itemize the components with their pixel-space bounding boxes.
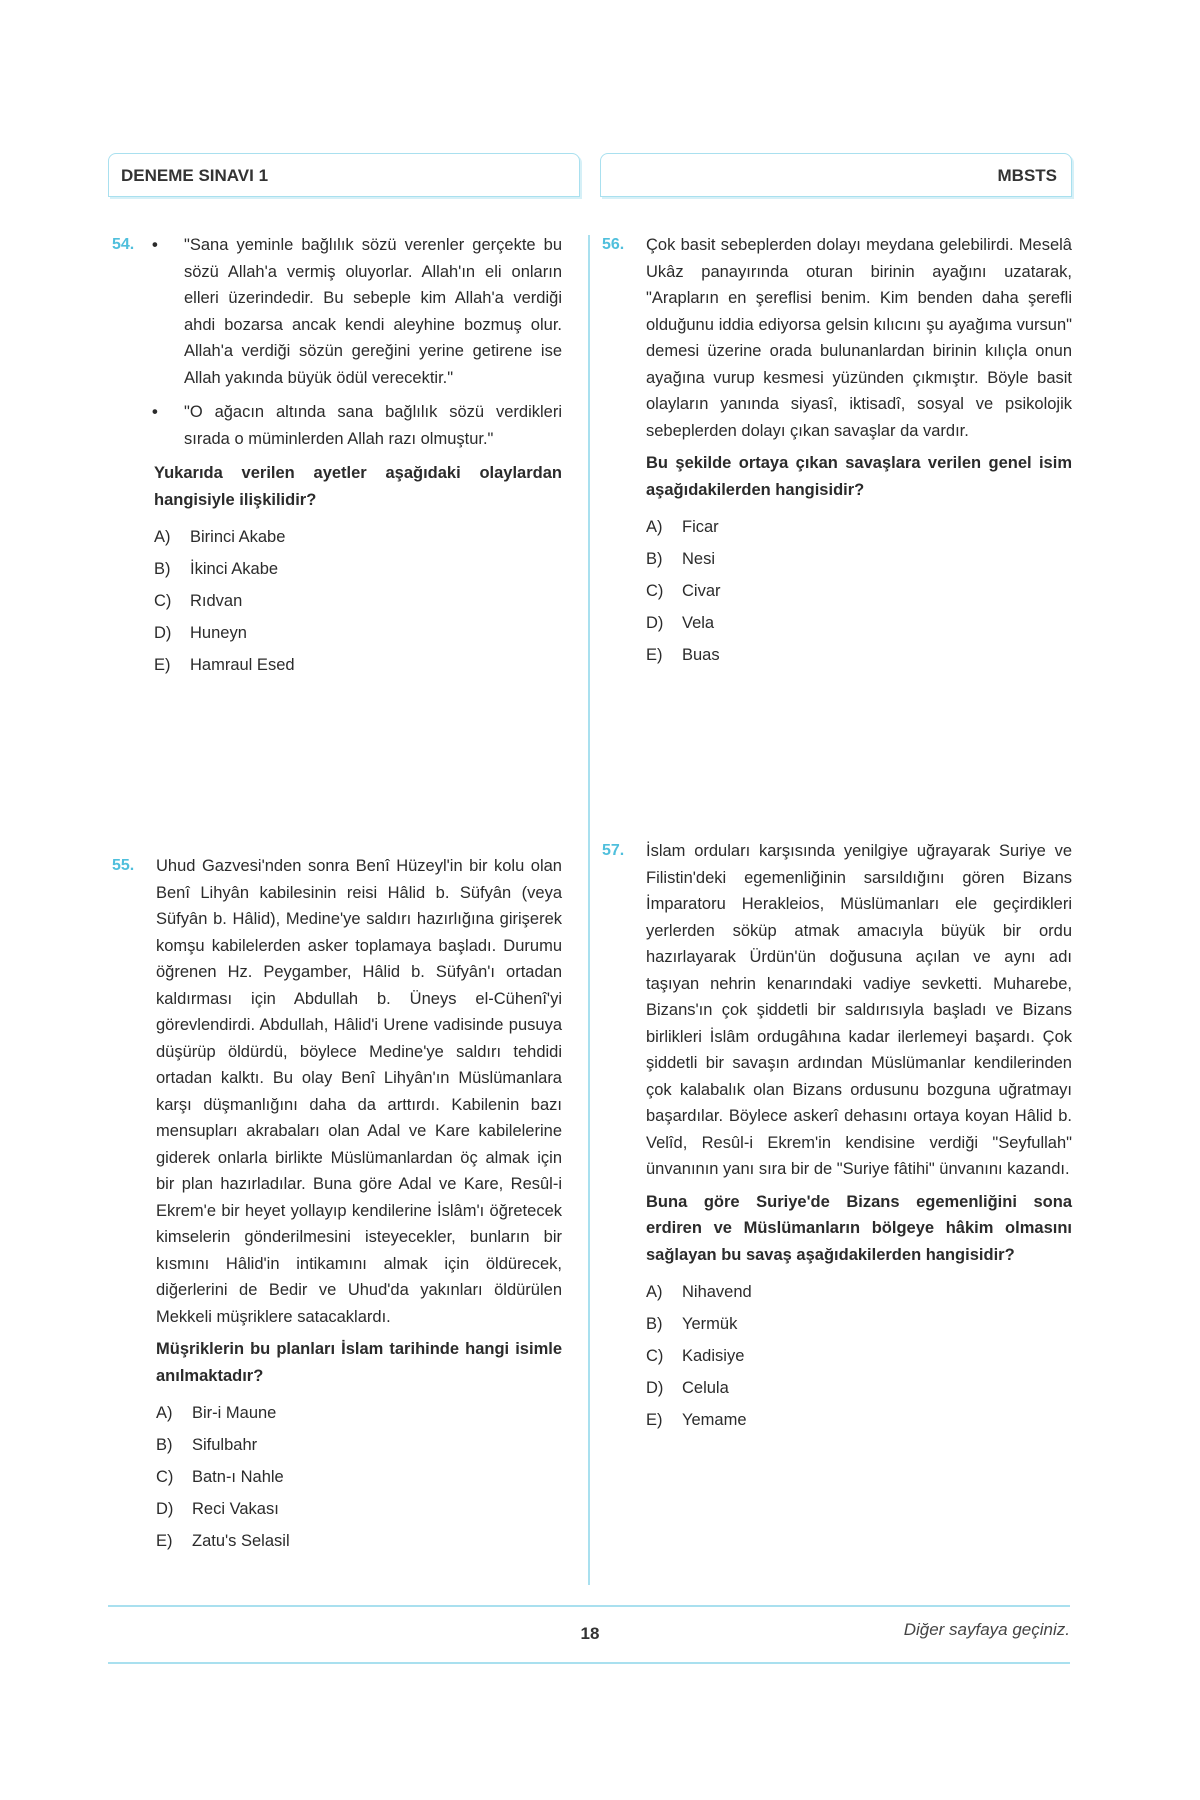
option-a[interactable] <box>646 1276 1072 1308</box>
question-54 <box>112 232 562 681</box>
option-d[interactable] <box>646 1372 1072 1404</box>
option-letter: C) <box>646 1347 664 1365</box>
question-56 <box>602 232 1072 671</box>
option-text: Reci Vakası <box>192 1500 279 1518</box>
verse-text: "Sana yeminle bağlılık sözü verenler gerçekte bu sözü Allah'a vermiş oluyorlar. Allah'ın eli onların elleri üzerindedir. Bu sebeple kim Allah'a verdiği ahdi bozarsa ancak kendi aleyhine bozmuş olur. Allah'a verdiği sözün gereğini yerine getirene ise Allah yakında büyük ödül verecektir." <box>184 236 562 387</box>
option-text: Sifulbahr <box>192 1436 258 1454</box>
option-text: Birinci Akabe <box>190 528 286 546</box>
option-d[interactable] <box>156 1493 562 1525</box>
verse-item <box>152 232 562 391</box>
question-number: 57. <box>602 842 625 859</box>
option-text: Rıdvan <box>190 592 243 610</box>
option-letter: E) <box>156 1532 173 1550</box>
option-list <box>154 521 562 681</box>
page-number: 18 <box>580 1624 600 1643</box>
question-number: 56. <box>602 236 625 253</box>
option-text: Nesi <box>682 550 716 568</box>
question-55 <box>112 853 562 1557</box>
option-e[interactable] <box>646 1404 1072 1436</box>
option-letter: D) <box>646 1379 664 1397</box>
option-text: Nihavend <box>682 1283 752 1301</box>
option-list <box>646 1276 1072 1436</box>
option-b[interactable] <box>646 1308 1072 1340</box>
verse-item <box>152 399 562 452</box>
question-stem: Yukarıda verilen ayetler aşağıdaki olaylardan hangisiyle ilişkilidir? <box>154 464 562 509</box>
option-b[interactable] <box>154 553 562 585</box>
question-stem: Buna göre Suriye'de Bizans egemenliğini sona erdiren ve Müslümanların bölgeye hâkim olmasını sağlayan bu savaş aşağıdakilerden hangisidir? <box>646 1192 1072 1264</box>
option-text: Ficar <box>682 518 719 536</box>
option-letter: D) <box>156 1500 174 1518</box>
option-list <box>646 511 1072 671</box>
option-e[interactable] <box>154 649 562 681</box>
option-c[interactable] <box>154 585 562 617</box>
exam-title-box <box>108 153 580 197</box>
option-c[interactable] <box>646 1340 1072 1372</box>
option-text: Batn-ı Nahle <box>192 1468 284 1486</box>
option-letter: E) <box>154 656 171 674</box>
option-letter: A) <box>154 528 171 546</box>
option-text: Buas <box>682 646 720 664</box>
question-number: 55. <box>112 857 135 874</box>
exam-title: DENEME SINAVI 1 <box>121 166 269 185</box>
option-a[interactable] <box>156 1397 562 1429</box>
option-c[interactable] <box>156 1461 562 1493</box>
option-b[interactable] <box>156 1429 562 1461</box>
option-letter: E) <box>646 1411 663 1429</box>
option-text: Yermük <box>682 1315 738 1333</box>
option-text: İkinci Akabe <box>190 560 279 578</box>
option-letter: C) <box>646 582 664 600</box>
option-e[interactable] <box>646 639 1072 671</box>
option-e[interactable] <box>156 1525 562 1557</box>
question-stem: Müşriklerin bu planları İslam tarihinde hangi isimle anılmaktadır? <box>156 1340 562 1385</box>
question-body: Çok basit sebeplerden dolayı meydana gelebilirdi. Meselâ Ukâz panayırında oturan birinin ayağını uzatarak, "Arapların en şereflisi benim. Kim benden daha şerefli olduğunu iddia ediyorsa gelsin kılıcını şu ayağıma vursun" demesi üzerine orada bulunanlardan birinin kılıçla onun ayağına vurup kesmesi yüzünden çıkmıştır. Böyle basit olayların yanında siyasî, iktisadî, sosyal ve psikolojik sebeplerden dolayı çıkan savaşlar da vardır. <box>646 236 1072 440</box>
option-d[interactable] <box>646 607 1072 639</box>
publisher-box <box>600 153 1072 197</box>
option-a[interactable] <box>646 511 1072 543</box>
option-letter: B) <box>154 560 171 578</box>
option-text: Civar <box>682 582 721 600</box>
option-text: Bir-i Maune <box>192 1404 277 1422</box>
publisher-label: MBSTS <box>997 166 1057 185</box>
verse-list <box>152 232 562 452</box>
next-page-note: Diğer sayfaya geçiniz. <box>903 1620 1070 1639</box>
question-stem: Bu şekilde ortaya çıkan savaşlara verilen genel isim aşağıdakilerden hangisidir? <box>646 454 1072 499</box>
option-text: Kadisiye <box>682 1347 745 1365</box>
verse-text: "O ağacın altında sana bağlılık sözü verdikleri sırada o müminlerden Allah razı olmuştur." <box>184 403 562 448</box>
option-letter: B) <box>646 1315 663 1333</box>
question-body: İslam orduları karşısında yenilgiye uğrayarak Suriye ve Filistin'deki egemenliğinin sarsıldığını gören Bizans İmparatoru Herakleios, Müslümanları ele geçirdikleri yerlerden söküp atmak amacıyla büyük bir ordu hazırlayarak Ürdün'ün doğusuna açılan ve aynı adı taşıyan nehrin kenarındaki vadiye sevketti. Muharebe, Bizans'ın çok şiddetli bir saldırısıyla başladı ve Bizans birlikleri İslâm ordugâhına kadar ilerlemeyi başardı. Çok şiddetli bir savaşın ardından Müslümanlar kendilerinden çok kalabalık olan Bizans ordusunu bozguna uğratmayı başardılar. Böylece askerî dehasını ortaya koyan Hâlid b. Velîd, Resûl-i Ekrem'in kendisine verdiği "Seyfullah" ünvanının yanı sıra bir de "Suriye fâtihi" ünvanını kazandı. <box>646 842 1072 1178</box>
option-letter: A) <box>646 518 663 536</box>
question-57 <box>602 838 1072 1436</box>
option-letter: A) <box>646 1283 663 1301</box>
bullet-icon: • <box>152 236 158 254</box>
column-divider <box>588 235 590 1585</box>
option-letter: A) <box>156 1404 173 1422</box>
option-text: Yemame <box>682 1411 747 1429</box>
option-b[interactable] <box>646 543 1072 575</box>
option-list <box>156 1397 562 1557</box>
footer-top-rule <box>108 1605 1070 1607</box>
option-text: Vela <box>682 614 715 632</box>
option-letter: C) <box>154 592 172 610</box>
option-letter: B) <box>156 1436 173 1454</box>
footer-bottom-rule <box>108 1662 1070 1664</box>
option-text: Huneyn <box>190 624 247 642</box>
option-letter: B) <box>646 550 663 568</box>
option-d[interactable] <box>154 617 562 649</box>
option-c[interactable] <box>646 575 1072 607</box>
question-number: 54. <box>112 236 135 253</box>
option-letter: C) <box>156 1468 174 1486</box>
option-text: Celula <box>682 1379 729 1397</box>
bullet-icon: • <box>152 403 158 421</box>
option-text: Hamraul Esed <box>190 656 295 674</box>
option-text: Zatu's Selasil <box>192 1532 290 1550</box>
option-letter: D) <box>646 614 664 632</box>
question-body: Uhud Gazvesi'nden sonra Benî Hüzeyl'in bir kolu olan Benî Lihyân kabilesinin reisi Hâlid b. Süfyân (veya Süfyân b. Hâlid), Medine'ye saldırı hazırlığına girişerek komşu kabilelerden asker toplamaya başladı. Durumu öğrenen Hz. Peygamber, Hâlid b. Süfyân'ı ortadan kaldırması için Abdullah b. Üneys el-Cühenî'yi görevlendirdi. Abdullah, Hâlid'i Urene vadisinde pusuya düşürüp öldürdü, böylece Medine'ye saldırı tehdidi ortadan kalktı. Bu olay Benî Lihyân'ın Müslümanlara karşı düşmanlığını daha da arttırdı. Kabilenin bazı mensupları akrabaları olan Adal ve Kare kabilelerine giderek onlarla birlikte Müslümanlardan öç almak için bir plan hazırladılar. Buna göre Adal ve Kare, Resûl-i Ekrem'e bir heyet yollayıp kendilerine İslâm'ı öğretecek kimselerin gönderilmesini isteyecekler, bunların bir kısmını Hâlid'in intikamını almak için öldürecek, diğerlerini de Bedir ve Uhud'da yakınları öldürülen Mekkeli müşriklere satacaklardı. <box>156 857 562 1326</box>
option-letter: E) <box>646 646 663 664</box>
option-a[interactable] <box>154 521 562 553</box>
option-letter: D) <box>154 624 172 642</box>
